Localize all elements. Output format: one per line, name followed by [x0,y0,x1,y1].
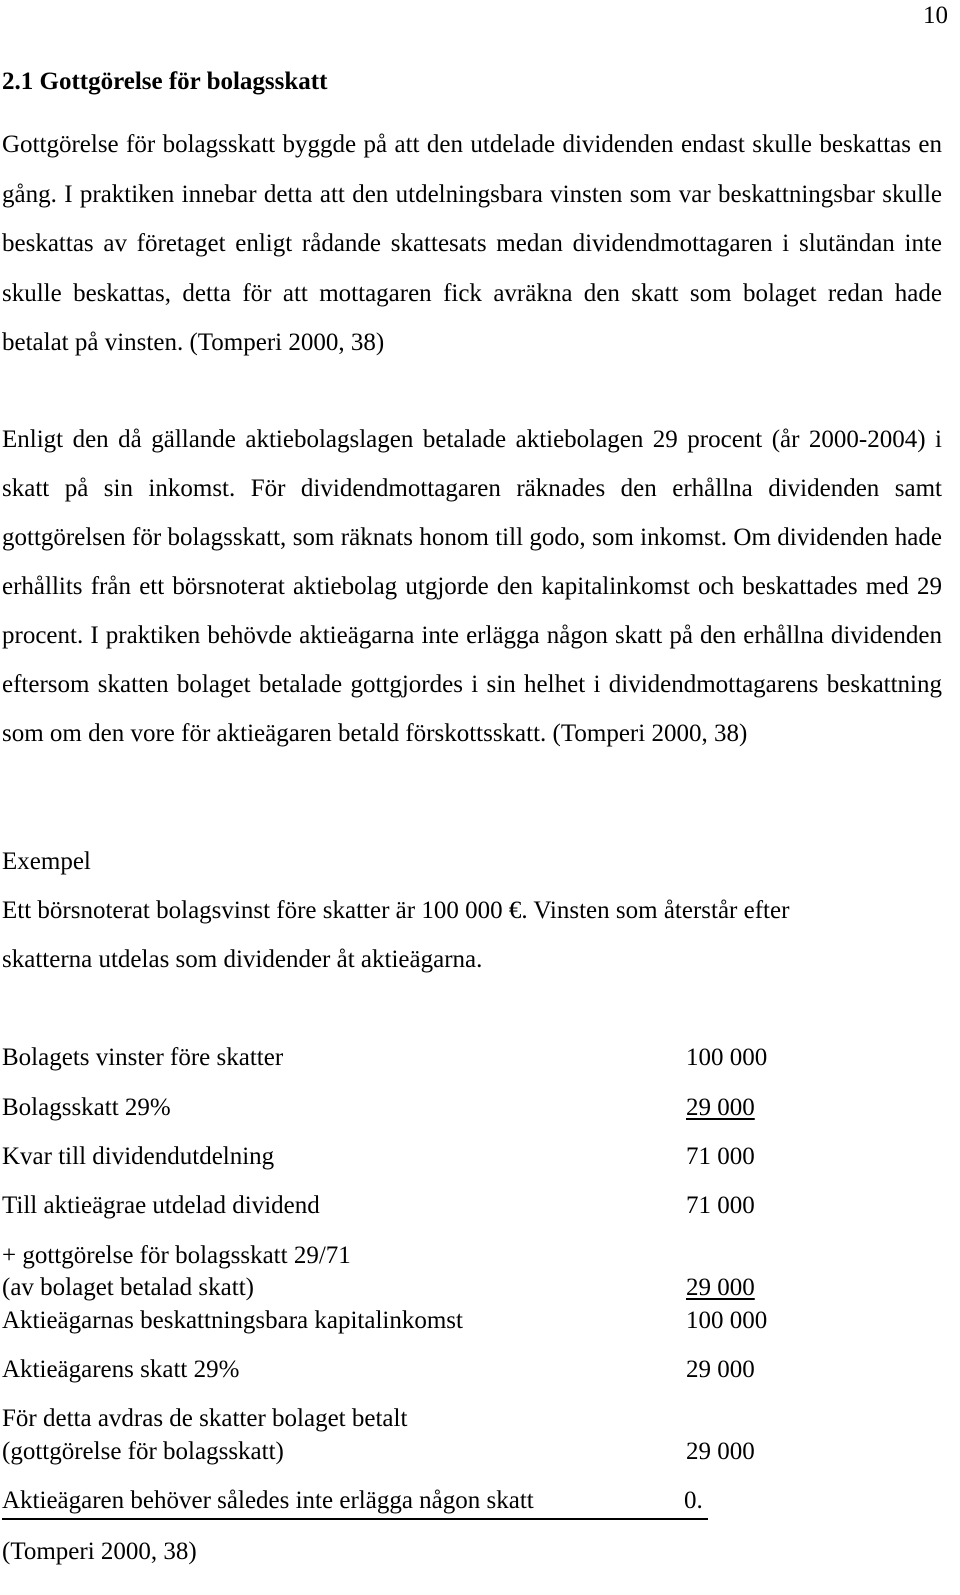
table-row-value: 71 000 [686,1143,755,1170]
table-row-label: (av bolaget betalad skatt) [2,1274,254,1301]
example-text-line-1: Ett börsnoterat bolagsvinst före skatter är 100 000 €. Vinsten som återstår efter [2,897,790,924]
page-number: 10 [923,2,948,29]
table-row-value: 71 000 [686,1192,755,1219]
table-row-label: För detta avdras de skatter bolaget betalt [2,1405,408,1432]
example-heading: Exempel [2,848,91,875]
example-text-line-2: skatterna utdelas som dividender åt aktieägarna. [2,946,483,973]
table-row-label: Kvar till dividendutdelning [2,1143,275,1170]
paragraph-2: Enligt den då gällande aktiebolagslagen betalade aktiebolagen 29 procent (år 2000-2004) i skatt på sin inkomst. För dividendmottagaren räknades den erhållna dividenden samt gottgörelsen för bolagsskatt, som räknats honom till godo, som inkomst. Om dividenden hade erhållits från ett börsnoterat aktiebolag utgjorde den kapitalinkomst och beskattades med 29 procent. I praktiken behövde aktieägarna inte erlägga någon skatt på den erhållna dividenden eftersom skatten bolaget betalade gottgjordes i sin helhet i dividendmottagarens beskattning som om den vore för aktieägaren betald förskottsskatt. (Tomperi 2000, 38) [2,426,942,747]
section-heading: 2.1 Gottgörelse för bolagsskatt [2,68,328,95]
table-row-value: 29 000 [686,1438,755,1465]
paragraph-1: Gottgörelse för bolagsskatt byggde på att den utdelade dividenden endast skulle beskattas en gång. I praktiken innebar detta att den utdelningsbara vinsten som var beskattningsbar skulle beskattas av företaget enligt rådande skattesats medan dividendmottagaren i slutändan inte skulle beskattas, detta för att mottagaren fick avräkna den skatt som bolaget redan hade betalat på vinsten. (Tomperi 2000, 38) [2,131,942,356]
conclusion-underline [2,1518,708,1520]
table-row-label: Bolagsskatt 29% [2,1094,171,1121]
conclusion-label: Aktieägaren behöver således inte erlägga någon skatt [2,1487,534,1514]
table-row-label: Aktieägarnas beskattningsbara kapitalinkomst [2,1307,463,1334]
table-row-label: Bolagets vinster före skatter [2,1044,284,1071]
table-row-label: Till aktieägrae utdelad dividend [2,1192,320,1219]
citation: (Tomperi 2000, 38) [2,1538,197,1565]
table-row-value-underlined: 29 000 [686,1274,755,1301]
table-row-value-underlined: 29 000 [686,1094,755,1121]
table-row-label: Aktieägarens skatt 29% [2,1356,240,1383]
table-row-label: + gottgörelse för bolagsskatt 29/71 [2,1242,351,1269]
table-row-value: 100 000 [686,1044,768,1071]
table-row-value: 29 000 [686,1356,755,1383]
table-row-label: (gottgörelse för bolagsskatt) [2,1438,284,1465]
conclusion-value: 0. [684,1487,703,1514]
table-row-value: 100 000 [686,1307,768,1334]
